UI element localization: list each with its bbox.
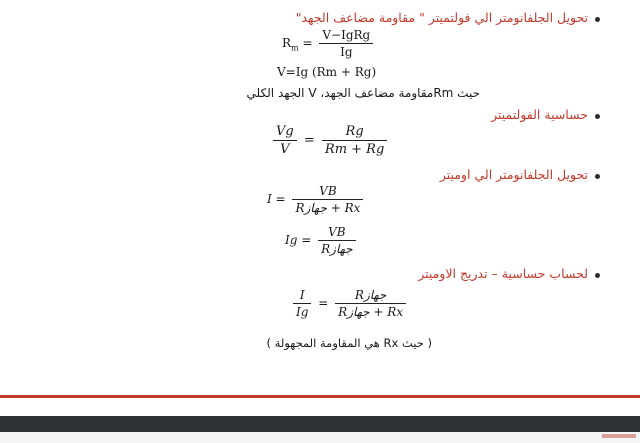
sens-lhs-fraction xyxy=(273,124,297,157)
ratio-lhs-den: Ig xyxy=(296,305,309,319)
ig-lhs: Ig = xyxy=(285,233,312,247)
i-num: VB xyxy=(292,184,363,200)
rm-denominator: Ig xyxy=(340,45,353,59)
equation-sensitivity: $\frac{Vg}{V}$ = $\frac{Rg}{Rm + Rg}$ xyxy=(270,124,390,157)
rm-lhs-sub: m xyxy=(291,43,299,53)
ratio-rhs-num: Rجهاز xyxy=(335,288,406,304)
heading-ohmmeter-sensitivity: لحساب حساسية – تدريج الاوميتر xyxy=(418,266,588,281)
heading-voltmeter-sensitivity: حساسية الفولتميتر xyxy=(491,107,588,122)
rm-numerator: V−IgRg xyxy=(319,28,373,44)
ratio-lhs-num: I xyxy=(293,288,311,304)
equation-ratio: $\frac{I}{Ig}$ = $\frac{\text{Rجهاز}}{\text{Rجهاز + Rx}}$ xyxy=(290,288,409,319)
definition-line: حيث Rmمقاومة مضاعف الجهد، V الجهد الكلي xyxy=(246,86,480,100)
equation-ig xyxy=(285,225,359,256)
sens-rhs-den: Rm + Rg xyxy=(324,142,385,157)
rm-equals: = xyxy=(302,36,313,50)
unknown-resistance-note: ( حيث Rx هي المقاومة المجهولة ) xyxy=(266,336,432,350)
i-fraction xyxy=(292,184,363,215)
next-slide-accent xyxy=(602,434,636,438)
heading-galvanometer-to-ohmmeter: تحويل الجلفانومتر الي اوميتر xyxy=(439,167,588,182)
ig-num: VB xyxy=(318,225,355,241)
ratio-rhs-fraction xyxy=(335,288,406,319)
rm-lhs: R xyxy=(282,36,292,50)
heading-galvanometer-to-voltmeter: تحويل الجلفانومتر الي فولتميتر " مقاومة مضاعف الجهد" xyxy=(295,10,588,25)
ratio-rhs-den: Rجهاز + Rx xyxy=(338,305,404,319)
bullet-2 xyxy=(595,114,600,119)
bullet-3 xyxy=(595,174,600,179)
bullet-4 xyxy=(595,273,600,278)
bullet-1 xyxy=(595,17,600,22)
rm-fraction xyxy=(319,28,373,59)
ratio-lhs-fraction xyxy=(293,288,311,319)
slide-bottom-rule xyxy=(0,395,640,398)
sens-rhs-fraction xyxy=(322,124,387,157)
sens-lhs-den: V xyxy=(280,142,290,157)
sens-lhs-num: Vg xyxy=(273,124,297,141)
i-den: Rجهاز + Rx xyxy=(295,201,361,215)
equation-i xyxy=(267,184,366,215)
slide-separator-bar xyxy=(0,416,640,432)
ig-fraction xyxy=(318,225,355,256)
ig-den: Rجهاز xyxy=(321,242,353,256)
i-lhs: I = xyxy=(267,192,286,206)
sens-rhs-num: Rg xyxy=(322,124,387,141)
equation-v: V=Ig (Rm + Rg) xyxy=(277,65,377,79)
equation-rm xyxy=(282,28,376,59)
next-slide-edge xyxy=(0,432,640,443)
